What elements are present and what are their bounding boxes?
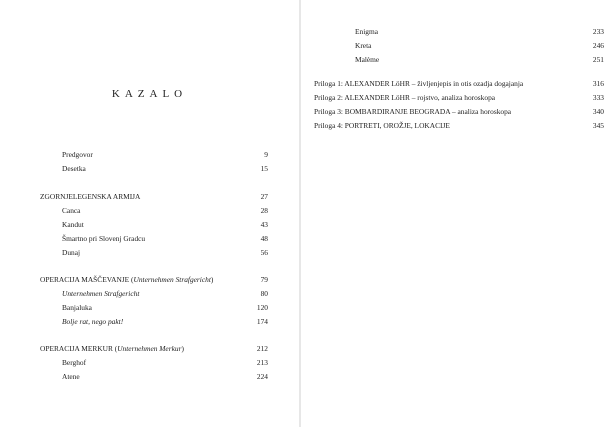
toc-entry-title (355, 41, 371, 51)
toc-entry-page-number: 28 (260, 206, 268, 215)
toc-entry-page-number: 340 (592, 107, 604, 116)
toc-entry-title (62, 150, 93, 160)
toc-entry-title (62, 303, 92, 313)
toc-entry (314, 79, 604, 89)
toc-entry-page-number: 56 (260, 248, 268, 257)
toc-entry-title (62, 234, 145, 244)
toc-entry (62, 164, 268, 174)
toc-entry-title-text: Šmartno pri Slovenj Gradcu (62, 234, 146, 243)
toc-entry-title-text: OPERACIJA MAŠČEVANJE ( (40, 275, 134, 284)
toc-entry (62, 150, 268, 160)
toc-entry (62, 317, 268, 327)
toc-entry-title (355, 27, 378, 37)
toc-entry-title-text: Banjaluka (62, 303, 92, 312)
toc-entry (314, 121, 604, 131)
toc-entry (40, 192, 268, 202)
toc-entry (62, 220, 268, 230)
toc-entry-page-number: 80 (260, 289, 268, 298)
toc-entry-title-italic: Unternehmen Strafgericht (133, 275, 211, 284)
toc-entry-title (40, 344, 184, 354)
toc-entry-title-text: Predgovor (62, 150, 93, 159)
toc-entry-title (62, 289, 139, 299)
toc-entry-title (40, 192, 140, 202)
toc-entry-title (62, 206, 80, 216)
toc-entry (40, 344, 268, 354)
toc-entry-title-text: Desetka (62, 164, 86, 173)
toc-entry-page-number: 174 (256, 317, 268, 326)
toc-entry (62, 289, 268, 299)
toc-entry-title-tail: ) (210, 275, 214, 284)
toc-entry (62, 358, 268, 368)
toc-entry-title-text: Atene (62, 372, 80, 381)
toc-entry-title (62, 248, 80, 258)
toc-entry-title-text: Priloga 4: PORTRETI, OROŽJE, LOKACIJE (314, 121, 450, 130)
toc-entry (62, 248, 268, 258)
toc-entry-title (62, 220, 84, 230)
toc-entry-title (62, 317, 123, 327)
toc-entry-title (314, 79, 523, 89)
toc-entry (355, 55, 604, 65)
toc-entry-title-text: Kreta (355, 41, 372, 50)
toc-entry-page-number: 15 (260, 164, 268, 173)
toc-entry-title (314, 107, 511, 117)
right-page (301, 0, 604, 427)
toc-entry-title-italic: Unternehmen Merkur (117, 344, 182, 353)
toc-entry-title (40, 275, 213, 285)
toc-entry-page-number: 224 (256, 372, 268, 381)
toc-entry-title-text: Enigma (355, 27, 378, 36)
toc-entry-page-number: 27 (260, 192, 268, 201)
toc-entry-title (314, 93, 495, 103)
toc-entry-page-number: 233 (592, 27, 604, 36)
toc-entry (355, 27, 604, 37)
toc-entry-title-text: Berghof (62, 358, 87, 367)
toc-entry-page-number: 316 (592, 79, 604, 88)
toc-entry-title (62, 372, 80, 382)
toc-entry-title (62, 358, 86, 368)
toc-entry-page-number: 212 (256, 344, 268, 353)
toc-entry-title-text: OPERACIJA MERKUR ( (40, 344, 118, 353)
toc-entry (40, 275, 268, 285)
toc-entry-title-italic: Unternehmen Strafgericht (62, 289, 140, 298)
toc-entry-title-text: Priloga 3: BOMBARDIRANJE BEOGRADA – analiza horoskopa (314, 107, 512, 116)
toc-entry (62, 372, 268, 382)
toc-entry (355, 41, 604, 51)
toc-entry-page-number: 120 (256, 303, 268, 312)
toc-entry-title (62, 164, 86, 174)
toc-entry (314, 107, 604, 117)
toc-entry-title-text: Dunaj (62, 248, 81, 257)
toc-entry (62, 303, 268, 313)
toc-entry-page-number: 251 (592, 55, 604, 64)
toc-entry-page-number: 333 (592, 93, 604, 102)
toc-entry (314, 93, 604, 103)
toc-entry-page-number: 48 (260, 234, 268, 243)
toc-entry-title-text: Priloga 1: ALEXANDER LöHR – življenjepis in otis ozadja dogajanja (314, 79, 524, 88)
toc-entry-page-number: 43 (260, 220, 268, 229)
toc-entry-title-text: Priloga 2: ALEXANDER LöHR – rojstvo, analiza horoskopa (314, 93, 496, 102)
toc-entry-page-number: 246 (592, 41, 604, 50)
toc-entry-title (314, 121, 450, 131)
toc-entry-page-number: 79 (260, 275, 268, 284)
toc-entry-title-text: Canca (62, 206, 81, 215)
toc-entry (62, 234, 268, 244)
toc-entry (62, 206, 268, 216)
toc-entry-page-number: 345 (592, 121, 604, 130)
left-page (0, 0, 299, 427)
page-title: KAZALO (111, 88, 188, 100)
toc-entry-title (355, 55, 379, 65)
toc-entry-title-tail: ) (181, 344, 184, 353)
toc-entry-title-text: Kandut (62, 220, 84, 229)
toc-entry-title-text: ZGORNJELEGENSKA ARMIJA (40, 192, 141, 201)
toc-entry-title-text: Malème (355, 55, 380, 64)
toc-entry-page-number: 9 (264, 150, 268, 159)
toc-entry-page-number: 213 (256, 358, 268, 367)
toc-entry-title-italic: Bolje rat, nego pakt! (62, 317, 124, 326)
